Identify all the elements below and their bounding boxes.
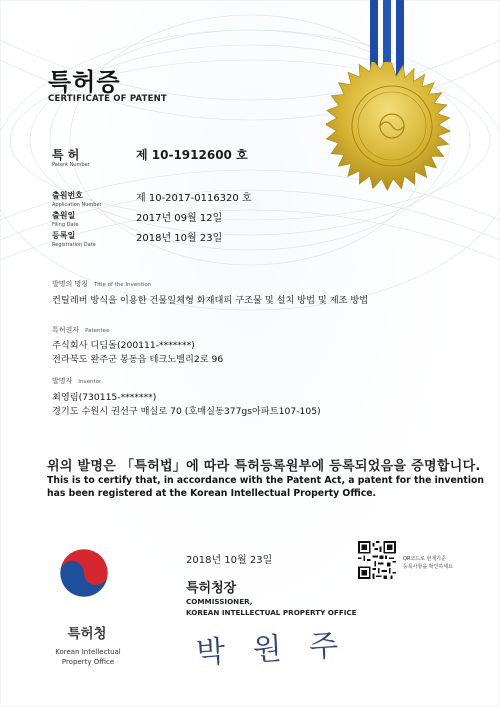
field-label-en: Filing Date xyxy=(52,222,79,228)
kipo-taegeuk-logo-icon xyxy=(58,547,110,599)
certificate-title: 특허증 xyxy=(48,68,121,96)
qr-code-icon[interactable] xyxy=(358,541,396,579)
filing-date-value: 2017년 09월 12일 xyxy=(136,213,223,224)
invention-title-label xyxy=(52,279,151,289)
commissioner-title-english-line2: KOREAN INTELLECTUAL PROPERTY OFFICE xyxy=(186,608,357,617)
commissioner-title-korean: 특허청장 xyxy=(186,581,237,596)
office-name-english-line1: Korean Intellectual xyxy=(55,648,121,656)
inventor-label xyxy=(52,376,101,386)
declaration-korean: 위의 발명은 「특허법」에 따라 특허등록원부에 등록되었음을 증명합니다. xyxy=(47,459,481,474)
application-number-value: 제 10-2017-0116320 호 xyxy=(136,193,252,204)
section-label-ko: 특허권자 xyxy=(52,326,80,334)
patent-number-label-english: Patent Number xyxy=(52,162,90,168)
commissioner-signature: 박 원 주 xyxy=(195,628,349,671)
patentee-address: 전라북도 완주군 봉동읍 테크노밸리2로 96 xyxy=(52,354,224,365)
filing-date-label xyxy=(52,210,79,228)
qr-caption-line1: QR코드로 현재기준 xyxy=(403,556,446,562)
patentee-label xyxy=(52,325,109,335)
office-name-korean: 특허청 xyxy=(67,626,107,642)
field-label-ko: 출원일 xyxy=(52,211,76,220)
patentee-name: 주식회사 디딤돌(200111-*******) xyxy=(52,340,195,351)
application-number-label xyxy=(52,190,102,208)
patent-number-label: 특 허 xyxy=(52,148,80,162)
section-label-ko: 발명의 명칭 xyxy=(52,280,89,288)
declaration-english-line2: has been registered at the Korean Intellectual Property Office. xyxy=(47,488,377,499)
certificate-title-english: CERTIFICATE OF PATENT xyxy=(48,94,167,104)
section-label-en: Inventor xyxy=(78,379,102,385)
inventor-address: 경기도 수원시 권선구 매실로 70 (호매실동377gs아파트107-105) xyxy=(52,406,321,417)
field-label-ko: 출원번호 xyxy=(52,191,83,200)
qr-caption-line2: 등록사항을 확인하세요 xyxy=(403,564,453,570)
invention-title-value: 컨틸레버 방식을 이용한 건물일체형 화재대피 구조물 및 설치 방법 및 제조 방법 xyxy=(52,295,369,306)
section-label-en: Patentee xyxy=(85,328,110,334)
field-label-en: Application Number xyxy=(52,202,102,208)
field-label-en: Registration Date xyxy=(52,242,96,248)
office-name-english-line2: Property Office xyxy=(61,658,115,666)
issue-date: 2018년 10월 23일 xyxy=(186,555,273,566)
section-label-en: Title of the Invention xyxy=(94,282,152,288)
field-label-ko: 등록일 xyxy=(52,231,76,240)
registration-date-label xyxy=(52,230,96,248)
inventor-name: 최영림(730115-*******) xyxy=(52,392,157,403)
patent-number-value: 제 10-1912600 호 xyxy=(136,148,248,162)
registration-date-value: 2018년 10월 23일 xyxy=(136,233,223,244)
declaration-english-line1: This is to certify that, in accordance with the Patent Act, a patent for the invention xyxy=(47,475,485,486)
commissioner-title-english-line1: COMMISSIONER, xyxy=(186,597,253,606)
section-label-ko: 발명자 xyxy=(52,377,73,385)
gold-seal-icon xyxy=(326,62,458,194)
